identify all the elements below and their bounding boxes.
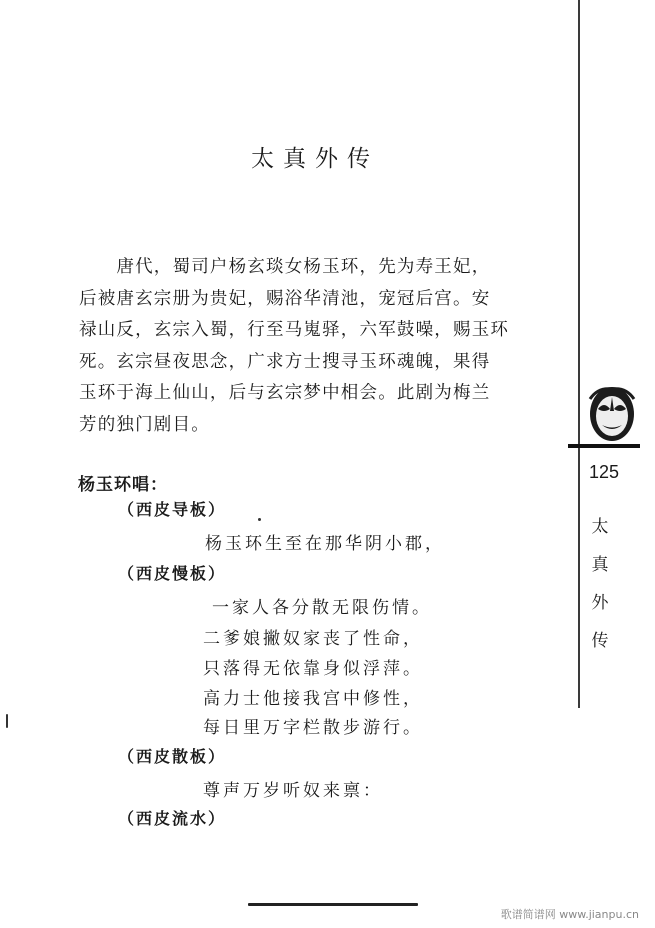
- running-title-char: 太: [591, 517, 609, 537]
- intro-paragraph: [79, 252, 539, 441]
- page-number: 125: [589, 462, 620, 482]
- singer-heading: 杨玉环唱：: [78, 475, 168, 495]
- lyric-line: 每日里万字栏散步游行。: [203, 718, 423, 738]
- running-title-char: 传: [591, 631, 609, 651]
- lyric-line: 二爹娘撇奴家丧了性命，: [203, 629, 423, 649]
- margin-rule: [578, 0, 580, 708]
- lyric-line: 只落得无依靠身似浮萍。: [203, 659, 423, 679]
- intro-line: 唐代，蜀司户杨玄琰女杨玉环，先为寿王妃，: [79, 257, 491, 277]
- running-title-char: 真: [591, 555, 609, 575]
- running-title: [588, 508, 612, 660]
- intro-line: 死。玄宗昼夜思念，广求方士搜寻玉环魂魄，果得: [79, 351, 491, 372]
- running-title-char: 外: [591, 593, 609, 613]
- lyric-line: 尊声万岁听奴来禀：: [203, 781, 383, 801]
- opera-mask-icon: [584, 383, 640, 445]
- page-number-rule: [568, 444, 640, 448]
- intro-line: 玉环于海上仙山，后与玄宗梦中相会。此剧为梅兰: [79, 383, 491, 403]
- aria-tag-daoban: （西皮导板）: [118, 500, 227, 519]
- lyric-line: 杨玉环生至在那华阴小郡，: [205, 534, 445, 554]
- intro-line: 芳的独门剧目。: [79, 414, 210, 435]
- scan-speck: [258, 518, 261, 521]
- intro-line: 后被唐玄宗册为贵妃，赐浴华清池，宠冠后宫。安: [79, 288, 491, 309]
- aria-tag-liushui: （西皮流水）: [118, 809, 227, 828]
- bottom-edge-mark: [248, 903, 418, 906]
- intro-line: 禄山反，玄宗入蜀，行至马嵬驿，六军鼓噪，赐玉环: [79, 320, 510, 340]
- aria-tag-sanban: （西皮散板）: [118, 747, 227, 766]
- page-title: 太真外传: [251, 146, 379, 172]
- aria-tag-manban: （西皮慢板）: [118, 564, 227, 583]
- lyric-line: 高力士他接我宫中修性，: [203, 689, 423, 709]
- watermark: 歌谱简谱网 www.jianpu.cn: [500, 908, 639, 921]
- lyric-line: 一家人各分散无限伤情。: [212, 598, 432, 618]
- scan-mark: [6, 714, 8, 728]
